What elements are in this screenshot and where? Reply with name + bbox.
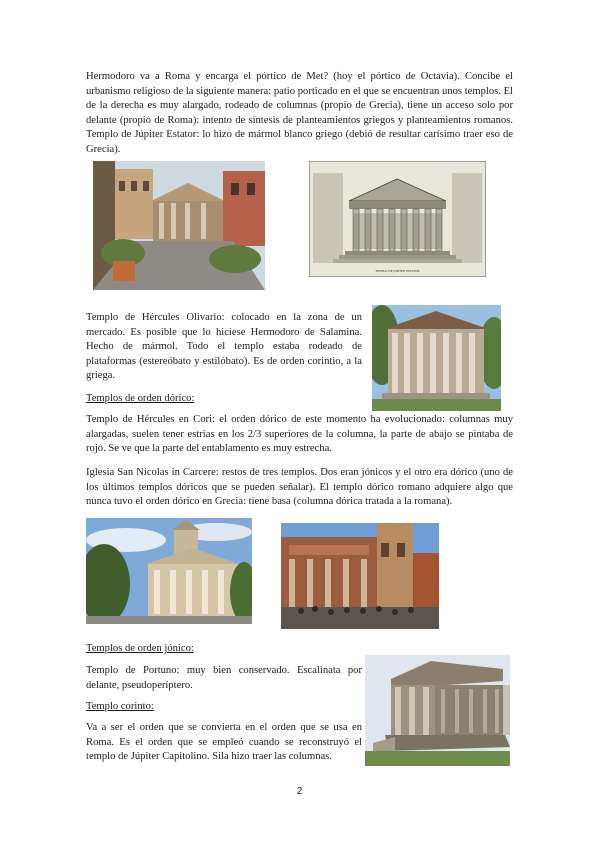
page-number: 2 — [296, 786, 303, 797]
jupiter-stator-engraving — [309, 161, 486, 277]
portuno-paragraph: Templo de Portuno: muy bien conservado. Escalinata por delante, pseudoperíptero. — [86, 665, 362, 691]
san-nicola-carcere-paragraph: Iglesia San Nicolas in Carcere: restos de tres templos. Dos eran jónicos y el otro era dórico (uno de los últimos templos dóricos que se pueden señalar). El templo dórico romano adquiere algo que nunca tuvo el orden dórico en Grecia: tiene basa (columna dórica tratada a la romana). — [86, 467, 513, 508]
heading-ionic-temples: Templos de orden jónico: — [86, 643, 194, 654]
hercules-cori-paragraph: Templo de Hércules en Cori: el orden dórico de este momento ha evolucionado: columnas muy alargadas, suelen tener estrías en los 2/3 superiores de la columna, la parte de abajo se pintaba de rojo. Se ve que la parte del entablamento es muy estrecha. — [86, 414, 513, 455]
hercules-olivario-photo — [372, 305, 501, 411]
corinthian-paragraph: Va a ser el orden que se convierta en el orden que se usa en Roma. Es el orden que se empleó cuando se reconstruyó el templo de Júpiter Capitolino. Sila hizo traer las columnas. — [86, 722, 362, 763]
san-nicola-church-photo — [86, 518, 252, 624]
intro-paragraph: Hermodoro va a Roma y encarga el pórtico de Met? (hoy el pórtico de Octavia). Concibe el urbanismo religioso de la siguiente manera: patio porticado en el que se encuentran unos templos. El de la derecha es muy alargado, rodeado de columnas (propio de Grecia), tiene un acceso solo por delante (propio de Roma): intento de síntesis de planteamientos griegos y planteamientos romanos. Templo de Júpiter Estator: lo hizo de mármol blanco griego (debió de resultar carísimo traer eso de Grecia). — [86, 71, 513, 155]
engraving-caption: TEMPLO DE JÚPITER ESTATOR — [375, 269, 420, 273]
hercules-olivario-paragraph: Templo de Hércules Olivario: colocado en la zona de un mercado. Es posible que lo hiciese Hermodoro de Salamina. Hecho de mármol. Todo el templo estaba rodeado de plataformas (estereóbato y estilóbato). Es de orden corintio, a la griega. — [86, 312, 362, 382]
san-nicola-side-photo — [281, 523, 439, 629]
portico-octavia-photo — [93, 161, 265, 290]
portuno-temple-photo — [365, 655, 510, 766]
heading-corinthian-temple: Templo corinto: — [86, 701, 154, 712]
heading-doric-temples: Templos de orden dórico: — [86, 393, 195, 404]
